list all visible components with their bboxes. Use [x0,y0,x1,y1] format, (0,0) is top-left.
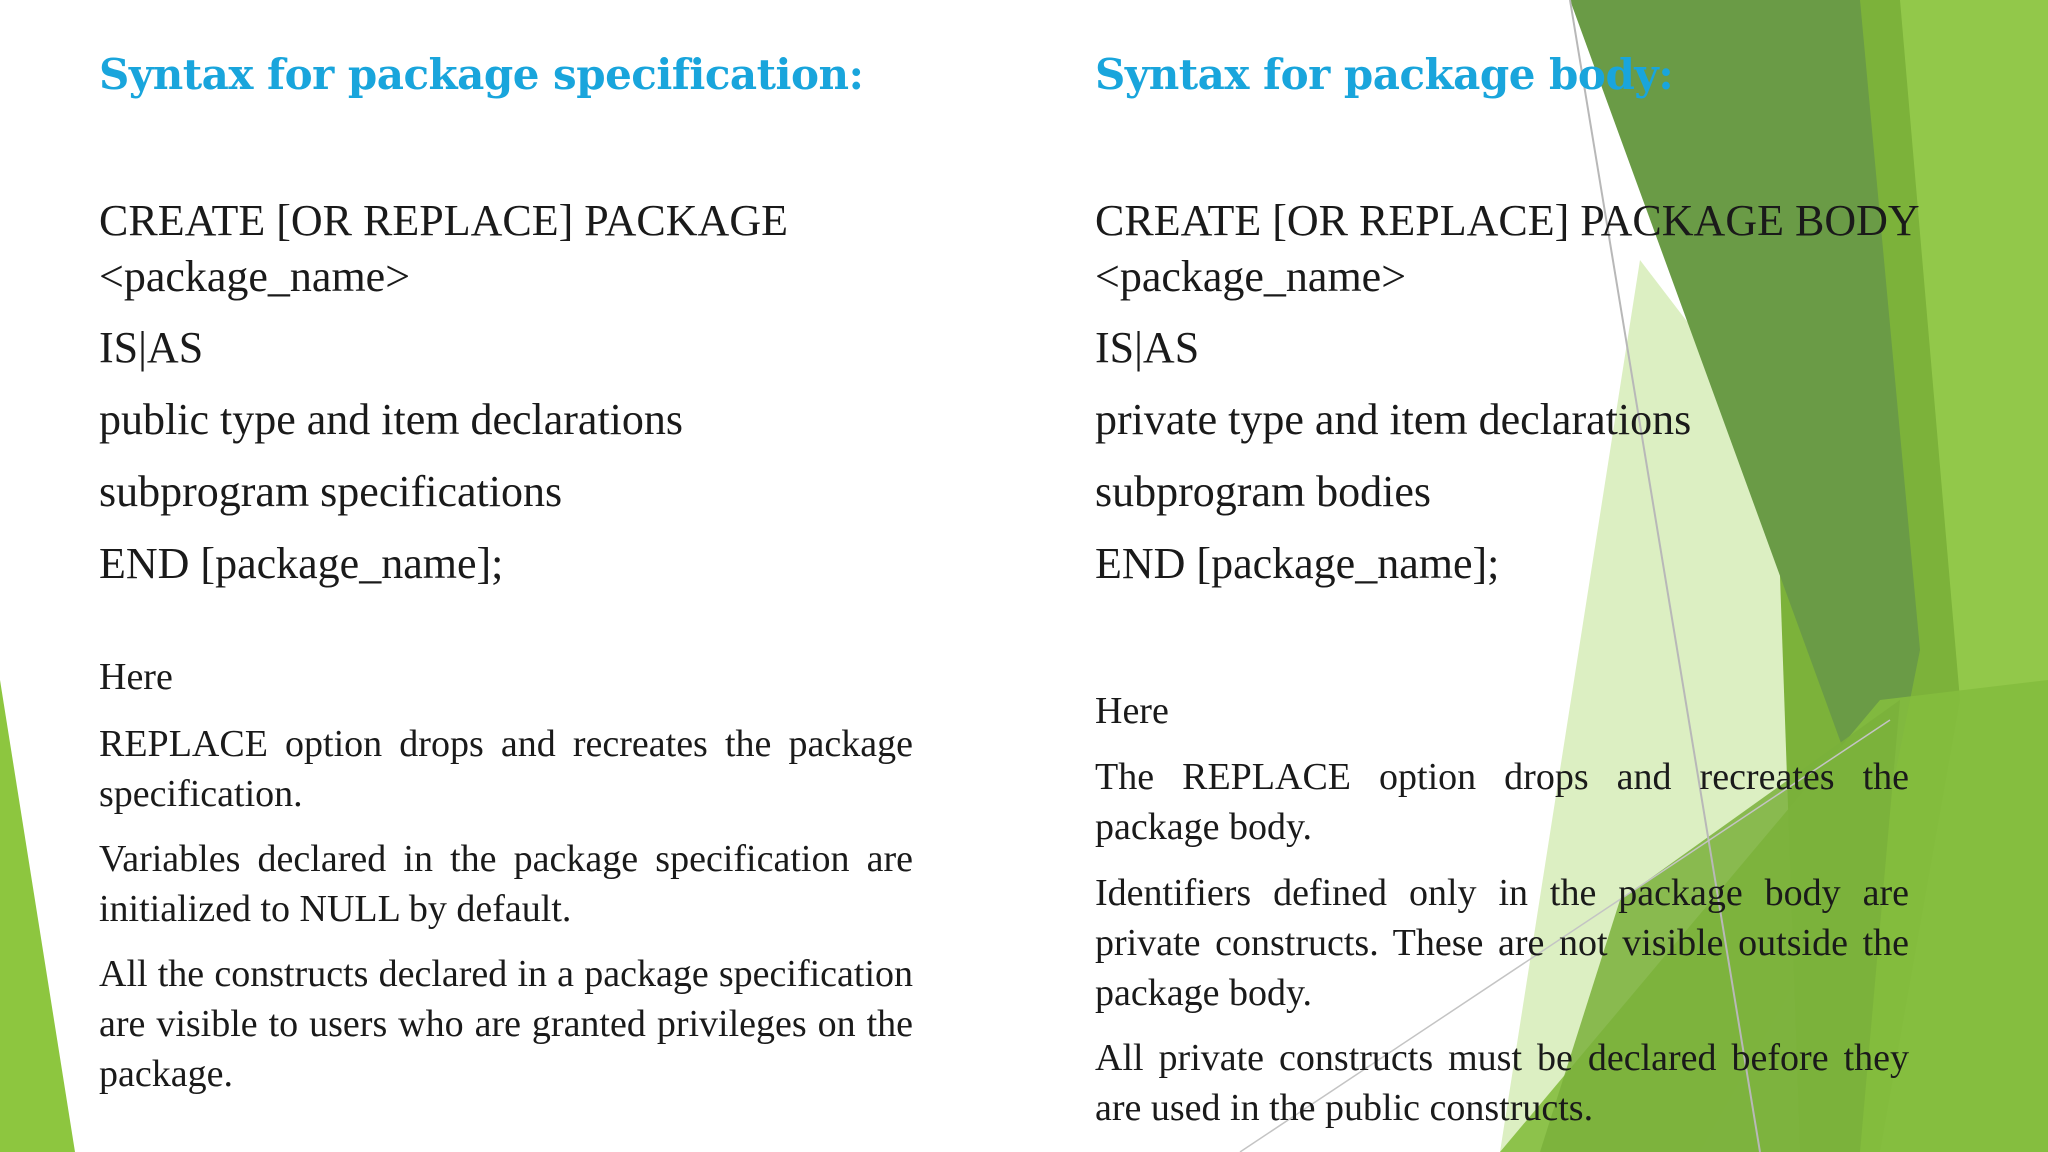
code-line: END [package_name]; [1095,539,1500,588]
code-line: subprogram specifications [99,467,563,516]
code-line: public type and item declarations [99,395,684,444]
note-paragraph: REPLACE option drops and recreates the package specification. [99,723,913,815]
note-paragraph: All private constructs must be declared before they are used in the public constructs. [1095,1037,1909,1129]
note-paragraph: Identifiers defined only in the package body are private constructs. These are not visible outside the package body. [1095,872,1909,1014]
package-body-heading: Syntax for package body: [1095,50,1674,99]
note-paragraph: The REPLACE option drops and recreates the package body. [1095,756,1909,848]
note-paragraph: All the constructs declared in a package specification are visible to users who are granted privileges on the package. [99,953,913,1095]
code-line: IS|AS [99,323,204,372]
note-paragraph: Variables declared in the package specification are initialized to NULL by default. [99,838,913,930]
code-line: private type and item declarations [1095,395,1692,444]
code-line: CREATE [OR REPLACE] PACKAGE [99,196,788,245]
here-label: Here [1095,690,1169,732]
here-label: Here [99,656,173,698]
code-line: END [package_name]; [99,539,504,588]
code-line: IS|AS [1095,323,1200,372]
green-triangle-left [0,680,75,1152]
code-line: subprogram bodies [1095,467,1432,516]
code-line: CREATE [OR REPLACE] PACKAGE BODY [1095,196,1920,245]
code-line: <package_name> [1095,252,1407,301]
package-spec-heading: Syntax for package specification: [99,50,864,99]
code-line: <package_name> [99,252,411,301]
